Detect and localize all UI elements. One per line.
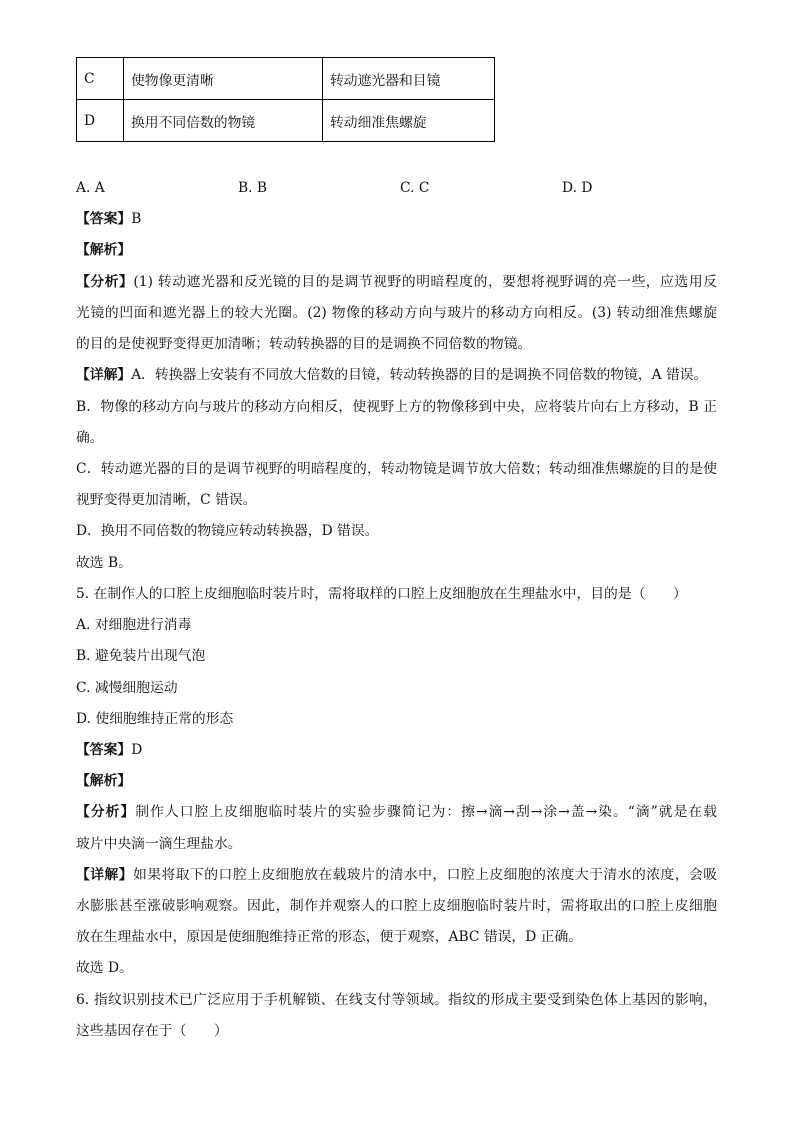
detail-text: 如果将取下的口腔上皮细胞放在载玻片的清水中，口腔上皮细胞的浓度大于清水的浓度，会吸 [133,866,718,883]
detail-text: A．转换器上安装有不同放大倍数的目镜，转动转换器的目的是调换不同倍数的物镜，A 错误。 [131,367,708,384]
q5-choice-d: D. 使细胞维持正常的形态 [76,710,234,727]
q6-stem-line: 这些基因存在于（ ） [76,1022,228,1039]
table-cell-purpose: 换用不同倍数的物镜 [124,100,323,142]
table-cell-operation: 转动遮光器和目镜 [323,58,495,100]
explain-tag: 【解析】 [76,773,132,790]
q4-choice-b: B. B [238,180,268,196]
q5-detail-line: 水膨胀甚至涨破影响观察。因此，制作并观察人的口腔上皮细胞临时装片时，需将取出的口腔上皮细胞 [76,898,717,915]
q5-choice-a: A. 对细胞进行消毒 [76,617,192,634]
q4-explain-heading [76,235,717,266]
q4-detail-line [76,360,717,391]
answer-tag: 【答案】 [76,741,132,758]
table-cell-option: C [77,58,124,100]
document-body [76,173,717,1047]
q4-detail-line: D．换用不同倍数的物镜应转动转换器，D 错误。 [76,523,379,540]
q6-stem-line: 6. 指纹识别技术已广泛应用于手机解锁、在线支付等领域。指纹的形成主要受到染色体上基因的影响， [76,991,717,1008]
q4-detail-line: 确。 [76,429,104,446]
q4-analysis-line: 光镜的凹面和遮光器上的较大光圈。(2) 物像的移动方向与玻片的移动方向相反。(3) 转动细准焦螺旋 [76,304,717,321]
detail-tag: 【详解】 [76,866,134,883]
q4-detail-line: 视野变得更加清晰，C 错误。 [76,492,257,509]
explain-tag: 【解析】 [76,242,132,259]
q4-choice-a: A. A [76,180,105,196]
options-table [76,57,495,142]
q5-choice-c: C. 减慢细胞运动 [76,679,178,696]
q5-detail-line: 放在生理盐水中，原因是使细胞维持正常的形态，便于观察，ABC 错误，D 正确。 [76,929,583,946]
q5-choice-b: B. 避免装片出现气泡 [76,648,206,665]
q4-detail-line: B．物像的移动方向与玻片的移动方向相反，使视野上方的物像移到中央，应将装片向右上方移动，B 正 [76,398,717,415]
q5-analysis-line [76,797,717,828]
q5-detail-line [76,860,717,891]
q4-choices [76,173,717,204]
q4-detail-line: C．转动遮光器的目的是调节视野的明暗程度的，转动物镜是调节放大倍数；转动细准焦螺旋的目的是使 [76,460,717,477]
table-row [77,100,495,142]
answer-value: B [131,211,142,228]
q5-stem: 5. 在制作人的口腔上皮细胞临时装片时，需将取样的口腔上皮细胞放在生理盐水中，目的是（ ） [76,585,687,602]
answer-tag: 【答案】 [76,211,132,228]
q4-analysis-line [76,267,717,298]
analysis-text: (1) 转动遮光器和反光镜的目的是调节视野的明暗程度的，要想将视野调的亮一些，应选用反 [133,273,717,290]
q4-choice-d: D. D [562,180,593,196]
q5-analysis-line: 玻片中央滴一滴生理盐水。 [76,835,242,852]
q5-conclusion: 故选 D。 [76,960,133,977]
table-row [77,58,495,100]
q4-conclusion: 故选 B。 [76,554,132,571]
answer-value: D [131,741,143,758]
q5-answer [76,735,717,766]
detail-tag: 【详解】 [76,367,132,384]
q4-answer [76,204,717,235]
analysis-text: 制作人口腔上皮细胞临时装片的实验步骤简记为：擦→滴→刮→涂→盖→染。“滴”就是在载 [135,804,718,821]
analysis-tag: 【分析】 [76,804,136,821]
analysis-tag: 【分析】 [76,273,134,290]
q4-choice-c: C. C [400,180,430,196]
table-cell-purpose: 使物像更清晰 [124,58,323,100]
q5-explain-heading [76,766,717,797]
table-cell-option: D [77,100,124,142]
table-cell-operation: 转动细准焦螺旋 [323,100,495,142]
q4-analysis-line: 的目的是使视野变得更加清晰；转动转换器的目的是调换不同倍数的物镜。 [76,336,532,353]
